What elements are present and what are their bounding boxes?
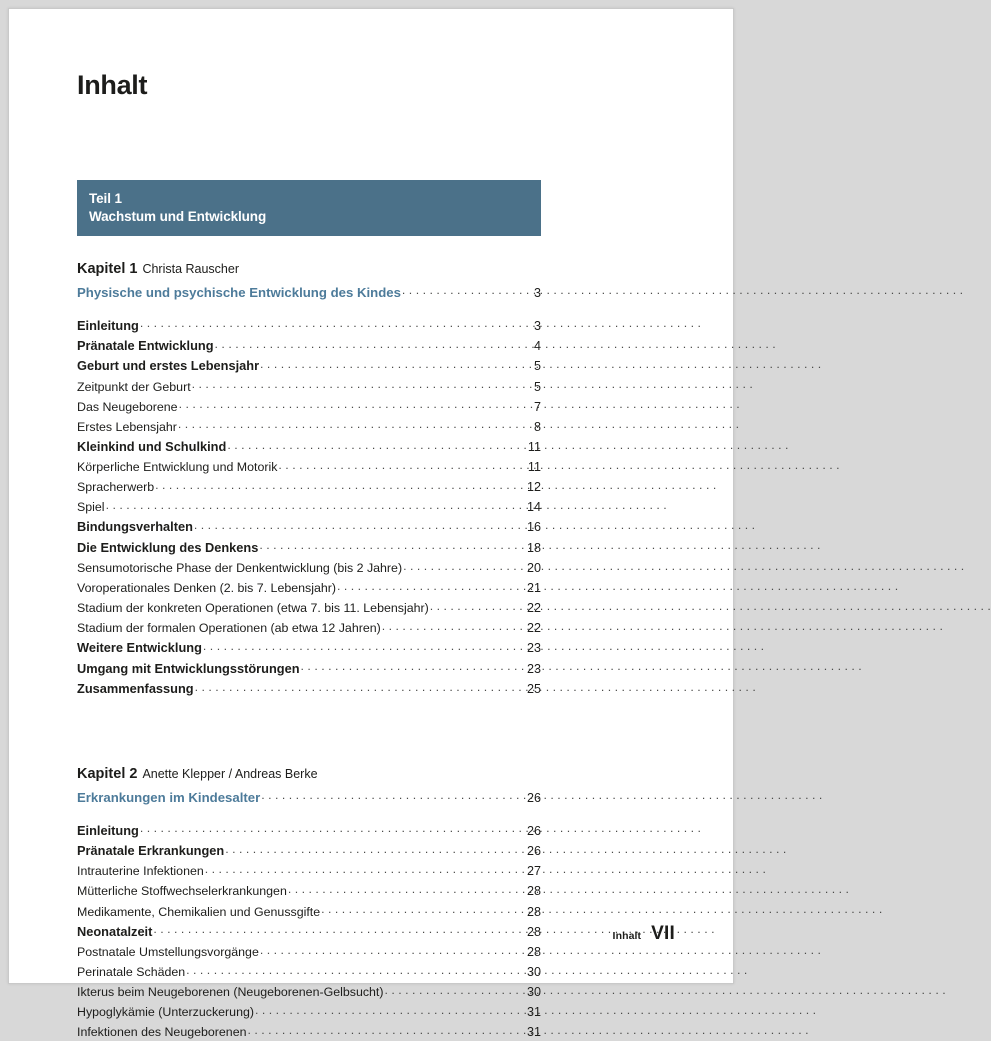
entry-page-number: 5 xyxy=(533,359,541,374)
dot-leader xyxy=(227,439,524,451)
page-title: Inhalt xyxy=(77,70,148,100)
entry-label: Medikamente, Chemikalien und Genussgifte xyxy=(77,904,321,919)
entry-page-number: 28 xyxy=(526,884,541,899)
entry-page-number: 27 xyxy=(526,864,541,879)
toc-entry[interactable] xyxy=(77,376,541,396)
part-title: Wachstum und Entwicklung xyxy=(89,208,267,224)
toc-entry[interactable] xyxy=(77,840,541,860)
entry-page-number: 31 xyxy=(526,1005,541,1020)
entry-label: Zeitpunkt der Geburt xyxy=(77,379,191,394)
entry-label: Umgang mit Entwicklungsstörungen xyxy=(77,660,300,676)
entry-label: Das Neugeborene xyxy=(77,399,178,414)
entry-label: Erkrankungen im Kindesalter xyxy=(77,789,261,805)
dot-leader xyxy=(403,560,524,572)
dot-leader xyxy=(337,580,524,592)
toc-entry[interactable] xyxy=(77,517,541,537)
entry-page-number: 26 xyxy=(526,823,541,838)
entry-label: Pränatale Erkrankungen xyxy=(77,843,225,859)
entry-label: Zusammenfassung xyxy=(77,680,194,696)
entry-page-number: 23 xyxy=(526,661,541,676)
dot-leader xyxy=(195,681,524,693)
entry-label: Postnatale Umstellungsvorgänge xyxy=(77,944,259,959)
toc-entry[interactable] xyxy=(77,941,541,961)
entry-page-number: 4 xyxy=(533,339,541,354)
dot-leader xyxy=(186,964,524,976)
entry-label: Körperliche Entwicklung und Motorik xyxy=(77,460,278,475)
entry-label: Mütterliche Stoffwechselerkrankungen xyxy=(77,884,287,899)
entry-label: Die Entwicklung des Denkens xyxy=(77,539,259,555)
chapter-label: Kapitel 1 xyxy=(77,261,138,278)
entry-label: Pränatale Entwicklung xyxy=(77,338,214,354)
footer-page-number: VII xyxy=(651,923,675,944)
toc-entry[interactable] xyxy=(77,678,541,698)
entry-label: Weitere Entwicklung xyxy=(77,640,202,656)
dot-leader xyxy=(321,903,524,915)
chapter-heading xyxy=(77,260,541,280)
toc-entry[interactable] xyxy=(77,356,541,376)
chapter-authors: Christa Rauscher xyxy=(142,262,240,277)
entry-label: Einleitung xyxy=(77,822,139,838)
toc-entry[interactable] xyxy=(77,436,541,456)
toc-entry[interactable] xyxy=(77,881,541,901)
dot-leader xyxy=(203,640,524,652)
dot-leader xyxy=(155,479,524,491)
chapters-container xyxy=(77,260,541,1041)
dot-leader xyxy=(259,539,524,551)
entry-label: Geburt und erstes Lebensjahr xyxy=(77,358,260,374)
part-number: Teil 1 xyxy=(89,190,122,206)
toc-entry[interactable] xyxy=(77,901,541,921)
dot-leader xyxy=(178,419,524,431)
dot-leader xyxy=(402,284,524,296)
toc-entry[interactable] xyxy=(77,537,541,557)
toc-entry[interactable] xyxy=(77,396,541,416)
chapter-heading xyxy=(77,765,541,785)
toc-entry[interactable] xyxy=(77,1021,541,1041)
entry-page-number: 28 xyxy=(526,924,541,939)
dot-leader xyxy=(215,338,524,350)
entry-label: Stadium der formalen Operationen (ab etwa 12 Jahren) xyxy=(77,621,381,636)
entry-page-number: 23 xyxy=(526,641,541,656)
entry-label: Bindungsverhalten xyxy=(77,519,193,535)
entry-page-number: 28 xyxy=(526,904,541,919)
part-banner xyxy=(77,180,541,237)
dot-leader xyxy=(140,318,524,330)
toc-entry[interactable] xyxy=(77,577,541,597)
entry-page-number: 30 xyxy=(526,965,541,979)
entry-page-number: 3 xyxy=(533,318,541,333)
toc-entry[interactable] xyxy=(77,820,541,840)
entry-page-number: 16 xyxy=(526,520,541,535)
document-page xyxy=(8,8,734,1040)
entry-page-number: 3 xyxy=(533,285,541,300)
entry-page-number: 21 xyxy=(526,581,541,596)
entry-page-number: 11 xyxy=(527,439,541,454)
dot-leader xyxy=(261,789,524,801)
entry-label: Erstes Lebensjahr xyxy=(77,419,177,434)
dot-leader xyxy=(153,923,524,935)
entry-label: Hypoglykämie (Unterzuckerung) xyxy=(77,1005,254,1020)
dot-leader xyxy=(255,1004,524,1016)
dot-leader xyxy=(260,944,524,956)
toc-entry[interactable] xyxy=(77,557,541,577)
dot-leader xyxy=(106,499,524,511)
entry-page-number: 31 xyxy=(526,1025,541,1040)
dot-leader xyxy=(194,519,524,531)
entry-page-number: 26 xyxy=(526,790,541,805)
entry-page-number: 8 xyxy=(533,419,541,434)
dot-leader xyxy=(382,620,524,632)
dot-leader xyxy=(192,378,524,390)
entry-page-number: 28 xyxy=(526,944,541,959)
dot-leader xyxy=(288,883,524,895)
entry-label: Perinatale Schäden xyxy=(77,965,186,979)
chapter-spacer xyxy=(77,698,541,741)
entry-label: Infektionen des Neugeborenen xyxy=(77,1025,247,1040)
entry-label: Intrauterine Infektionen xyxy=(77,864,204,879)
toc-entry[interactable] xyxy=(77,416,541,436)
chapter-label: Kapitel 2 xyxy=(77,766,138,783)
dot-leader xyxy=(225,843,524,855)
dot-leader xyxy=(430,600,524,612)
chapter-block xyxy=(77,260,541,698)
entry-label: Neonatalzeit xyxy=(77,923,153,939)
entry-page-number: 18 xyxy=(526,540,541,555)
dot-leader xyxy=(385,984,524,996)
toc-entry[interactable] xyxy=(77,921,541,941)
toc-entry[interactable] xyxy=(77,335,541,355)
toc-entry[interactable] xyxy=(77,860,541,880)
entry-page-number: 25 xyxy=(526,681,541,696)
entry-page-number: 14 xyxy=(526,500,541,515)
dot-leader xyxy=(260,358,524,370)
toc-entry[interactable] xyxy=(77,496,541,516)
entry-page-number: 22 xyxy=(526,601,541,616)
entry-label: Kleinkind und Schulkind xyxy=(77,438,227,454)
dot-leader xyxy=(301,660,524,672)
toc-entry[interactable] xyxy=(77,456,541,476)
entry-page-number: 7 xyxy=(533,399,541,414)
entry-label: Ikterus beim Neugeborenen (Neugeborenen-Gelbsucht) xyxy=(77,985,384,1000)
chapter-block xyxy=(77,765,541,1041)
entry-label: Voroperationales Denken (2. bis 7. Lebensjahr) xyxy=(77,581,336,596)
entry-page-number: 30 xyxy=(526,985,541,1000)
entry-label: Spiel xyxy=(77,500,105,515)
page-content xyxy=(77,9,541,1041)
entry-label: Sensumotorische Phase der Denkentwicklung (bis 2 Jahre) xyxy=(77,561,403,576)
entry-page-number: 20 xyxy=(526,561,541,576)
entry-page-number: 5 xyxy=(533,379,541,394)
dot-leader xyxy=(278,459,524,471)
entry-page-number: 26 xyxy=(526,844,541,859)
toc-entry[interactable] xyxy=(77,315,541,335)
toc-entry[interactable] xyxy=(77,981,541,1001)
footer-label: Inhalt xyxy=(612,930,642,942)
entry-page-number: 12 xyxy=(526,480,541,495)
dot-leader xyxy=(205,863,524,875)
toc-entry[interactable] xyxy=(77,637,541,657)
toc-entry[interactable] xyxy=(77,597,541,617)
entry-page-number: 11 xyxy=(527,460,541,475)
page-footer xyxy=(613,923,675,945)
entries-spacer xyxy=(77,302,541,315)
toc-entry[interactable] xyxy=(77,658,541,678)
entry-page-number: 22 xyxy=(526,621,541,636)
toc-entry[interactable] xyxy=(77,476,541,496)
chapter-title-entry[interactable] xyxy=(77,282,541,302)
dot-leader xyxy=(140,822,524,834)
chapter-title-entry[interactable] xyxy=(77,787,541,807)
dot-leader xyxy=(179,398,524,410)
chapter-authors: Anette Klepper / Andreas Berke xyxy=(142,767,318,782)
toc-entry[interactable] xyxy=(77,961,541,981)
entries-spacer xyxy=(77,807,541,820)
entry-label: Einleitung xyxy=(77,317,139,333)
dot-leader xyxy=(247,1024,524,1036)
toc-entry[interactable] xyxy=(77,1001,541,1021)
entry-label: Physische und psychische Entwicklung des Kindes xyxy=(77,284,401,300)
toc-entry[interactable] xyxy=(77,617,541,637)
entry-label: Stadium der konkreten Operationen (etwa 7. bis 11. Lebensjahr) xyxy=(77,601,429,616)
entry-label: Spracherwerb xyxy=(77,480,155,495)
